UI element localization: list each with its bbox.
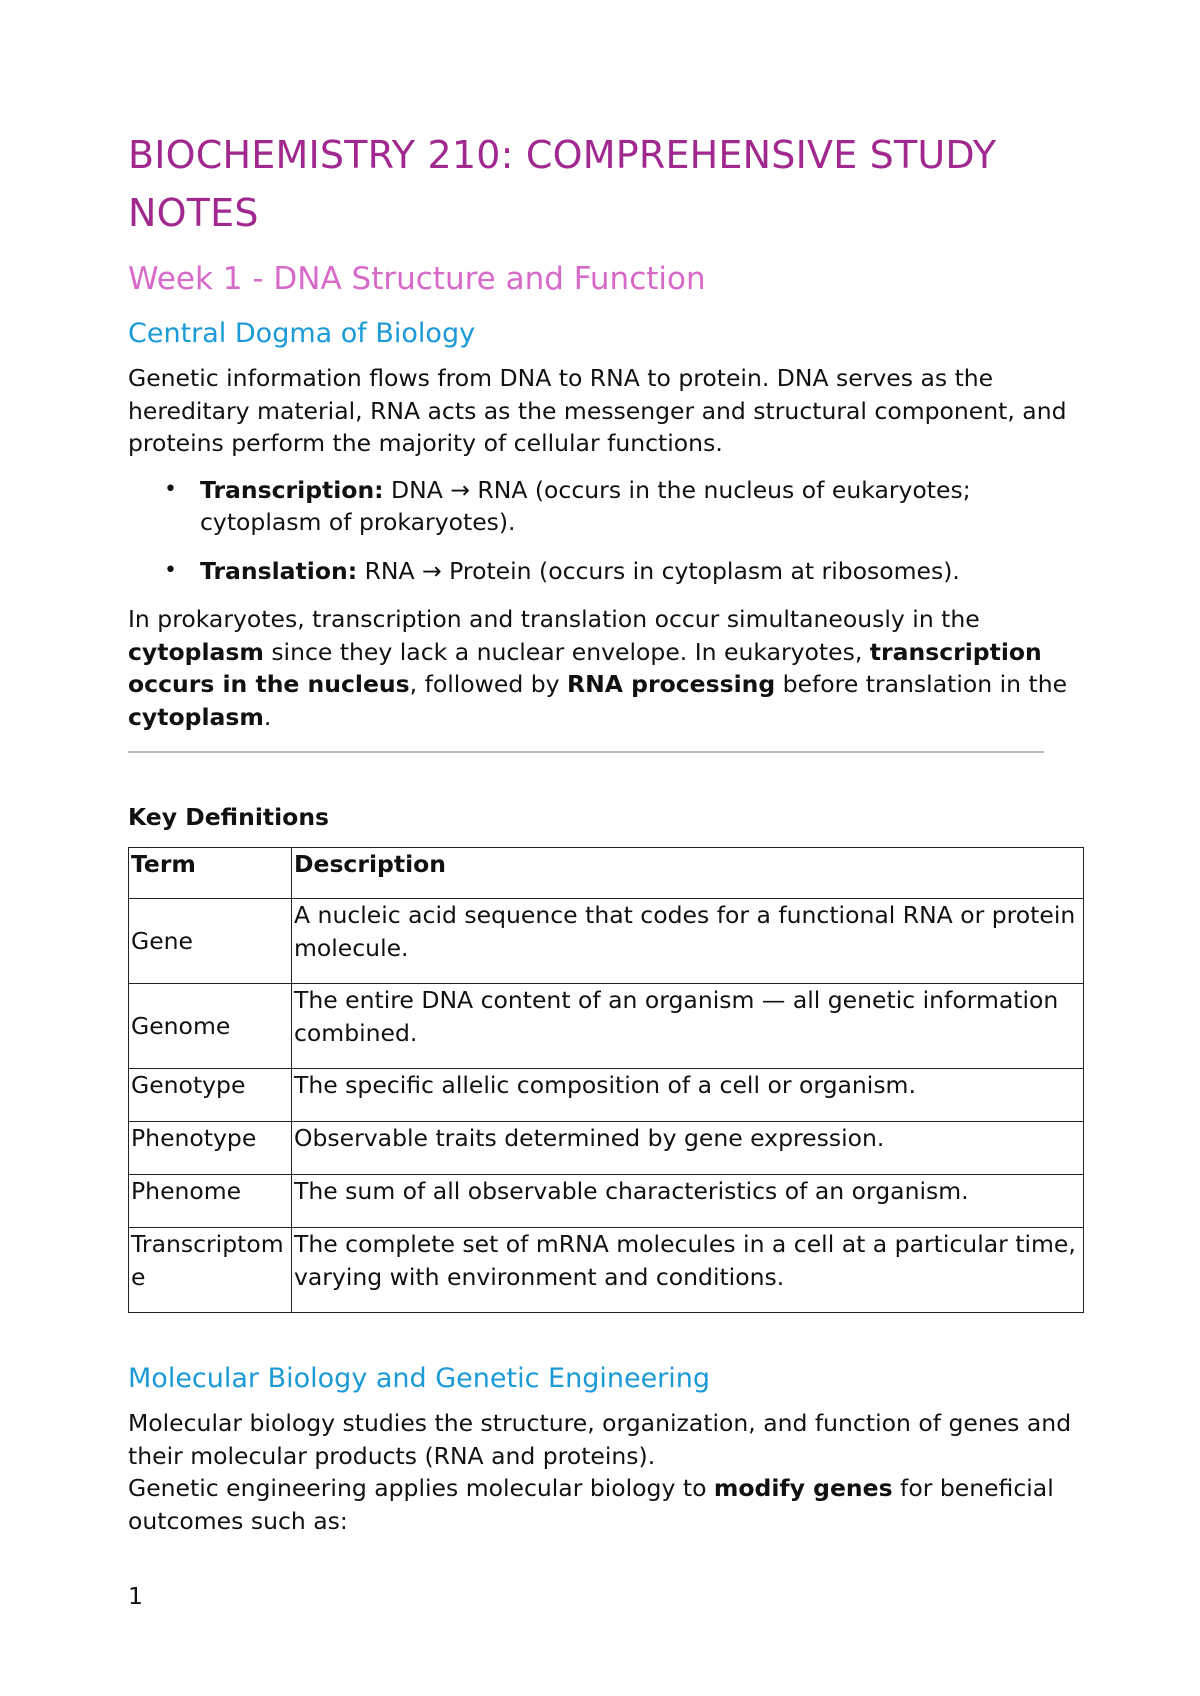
bold-run: RNA processing xyxy=(567,670,776,698)
central-dogma-bullets xyxy=(128,474,1088,588)
bold-run: transcription occurs in the nucleus xyxy=(128,637,1042,698)
table-row xyxy=(129,899,1084,984)
week-heading: Week 1 - DNA Structure and Function xyxy=(128,261,706,297)
table-row xyxy=(129,1228,1084,1313)
definitions-table xyxy=(128,847,1084,1313)
description-cell: A nucleic acid sequence that codes for a functional RNA or protein molecule. xyxy=(292,899,1084,984)
table-row xyxy=(129,1069,1084,1122)
text-run: for beneficial outcomes such as: xyxy=(128,1474,1054,1535)
description-cell: Observable traits determined by gene expression. xyxy=(292,1122,1084,1175)
text-run: In prokaryotes, transcription and translation occur simultaneously in the xyxy=(128,605,980,633)
column-header-term: Term xyxy=(129,848,292,899)
term-cell: Phenome xyxy=(129,1175,292,1228)
section-divider xyxy=(128,751,1044,753)
molecular-biology-heading: Molecular Biology and Genetic Engineering xyxy=(128,1363,711,1394)
page-content xyxy=(128,126,1088,1537)
description-cell: The complete set of mRNA molecules in a cell at a particular time, varying with environment and conditions. xyxy=(292,1228,1084,1313)
central-dogma-intro: Genetic information flows from DNA to RNA to protein. DNA serves as the hereditary material, RNA acts as the messenger and structural component, and proteins perform the majority of cellular functions. xyxy=(128,364,1067,457)
page-number: 1 xyxy=(128,1582,143,1610)
column-header-description: Description xyxy=(292,848,1084,899)
term-cell: Genome xyxy=(129,984,292,1069)
text-run: before translation in the xyxy=(775,670,1068,698)
bullet-text: RNA → Protein (occurs in cytoplasm at ribosomes). xyxy=(357,556,960,585)
text-run: Genetic engineering applies molecular biology to xyxy=(128,1474,714,1502)
text-run: . xyxy=(263,702,272,731)
molecular-biology-paragraph: Molecular biology studies the structure, organization, and function of genes and their molecular products (RNA and proteins). xyxy=(128,1409,1072,1470)
table-row xyxy=(129,1122,1084,1175)
central-dogma-heading: Central Dogma of Biology xyxy=(128,318,476,349)
prokaryote-eukaryote-paragraph xyxy=(128,603,1088,733)
bullet-translation xyxy=(128,555,1088,588)
term-cell: Genotype xyxy=(129,1069,292,1122)
document-title: BIOCHEMISTRY 210: COMPREHENSIVE STUDY NOTES xyxy=(128,133,997,235)
bullet-icon: • xyxy=(164,557,177,583)
bold-run: modify genes xyxy=(713,1474,893,1502)
bullet-label: Transcription: xyxy=(200,475,384,504)
table-row xyxy=(129,1175,1084,1228)
bold-run: cytoplasm xyxy=(128,702,264,731)
term-cell: Gene xyxy=(129,899,292,984)
bullet-text: DNA → RNA (occurs in the nucleus of eukaryotes; cytoplasm of prokaryotes). xyxy=(200,475,971,536)
bullet-icon: • xyxy=(164,476,177,502)
bold-run: cytoplasm xyxy=(128,637,264,666)
genetic-engineering-paragraph xyxy=(128,1472,1088,1537)
description-cell: The sum of all observable characteristics of an organism. xyxy=(292,1175,1084,1228)
text-run: since they lack a nuclear envelope. In eukaryotes, xyxy=(263,637,870,666)
text-run: , followed by xyxy=(409,670,568,698)
table-row xyxy=(129,984,1084,1069)
description-cell: The specific allelic composition of a cell or organism. xyxy=(292,1069,1084,1122)
term-cell: Transcriptome xyxy=(129,1228,292,1313)
bullet-label: Translation: xyxy=(200,556,358,585)
table-header-row xyxy=(129,848,1084,899)
bullet-transcription xyxy=(128,474,1088,539)
key-definitions-heading: Key Definitions xyxy=(128,803,330,831)
term-cell: Phenotype xyxy=(129,1122,292,1175)
description-cell: The entire DNA content of an organism — all genetic information combined. xyxy=(292,984,1084,1069)
